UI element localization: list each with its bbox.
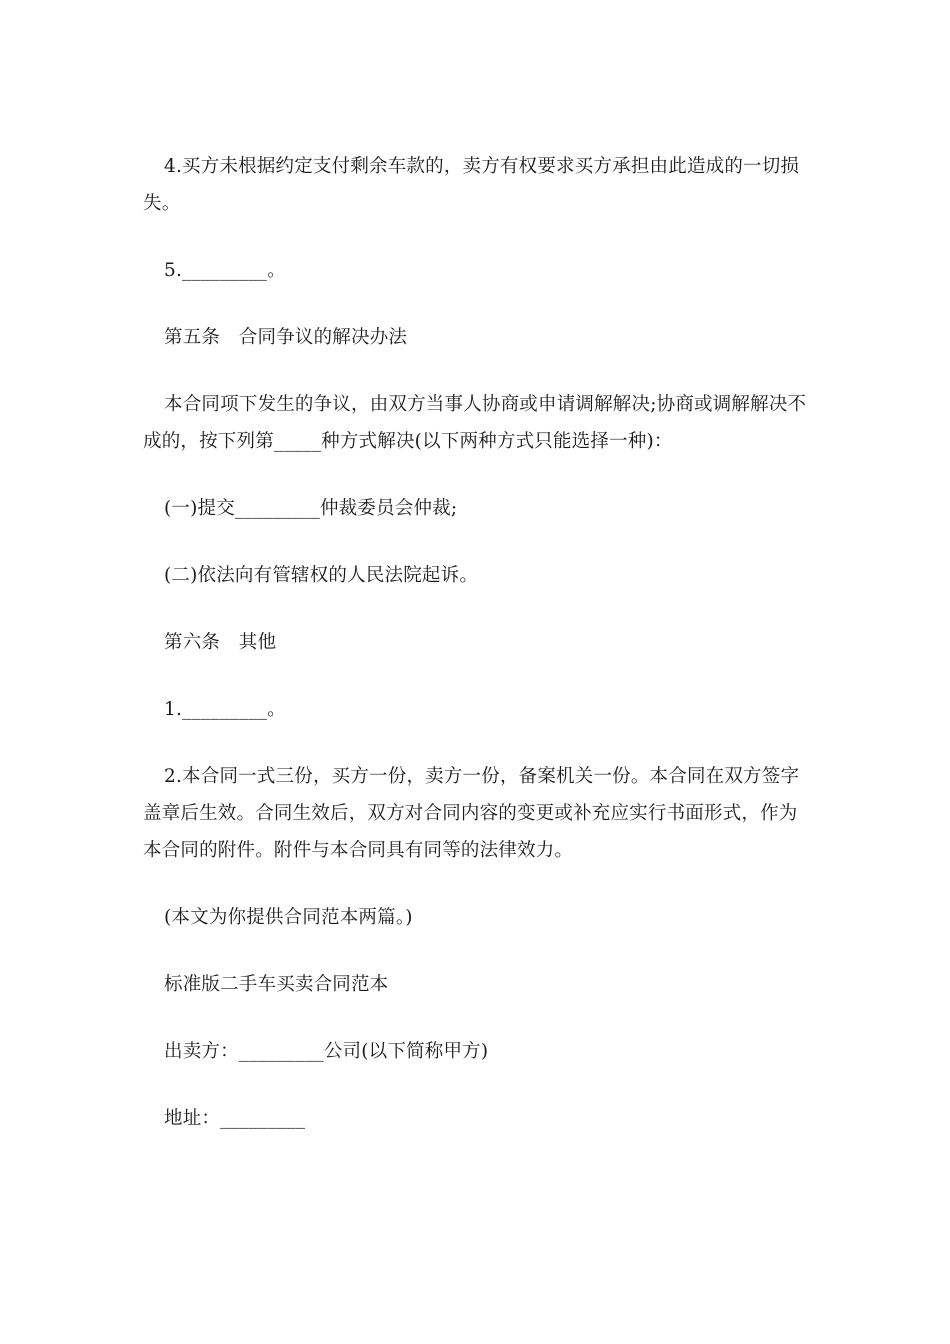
clause-5-blank: 5._________。 bbox=[164, 260, 286, 281]
other-clause-2-copies: 2.本合同一式三份，买方一份，卖方一份，备案机关一份。本合同在双方签字盖章后生效。合同生效后，双方对合同内容的变更或补充应实行书面形式，作为本合同的附件。附件与本合同具有同等的法律效力。 bbox=[143, 766, 800, 861]
option-arbitration: (一)提交_________仲裁委员会仲裁; bbox=[164, 498, 458, 519]
option-court: (二)依法向有管辖权的人民法院起诉。 bbox=[164, 565, 479, 586]
address-line: 地址：_________ bbox=[164, 1108, 306, 1129]
article-6-heading: 第六条 其他 bbox=[164, 632, 277, 653]
dispute-resolution-text: 本合同项下发生的争议，由双方当事人协商或申请调解解决;协商或调解解决不成的，按下列第_____种方式解决(以下两种方式只能选择一种)： bbox=[143, 394, 807, 452]
article-5-heading: 第五条 合同争议的解决办法 bbox=[164, 327, 408, 348]
note-two-samples: (本文为你提供合同范本两篇。) bbox=[164, 907, 413, 928]
document-body bbox=[143, 148, 807, 1167]
seller-line: 出卖方：_________公司(以下简称甲方) bbox=[164, 1041, 489, 1062]
clause-4-breach-loss: 4.买方未根据约定支付剩余车款的，卖方有权要求买方承担由此造成的一切损失。 bbox=[143, 156, 800, 214]
other-clause-1-blank: 1._________。 bbox=[164, 699, 286, 720]
second-contract-title: 标准版二手车买卖合同范本 bbox=[164, 974, 389, 995]
